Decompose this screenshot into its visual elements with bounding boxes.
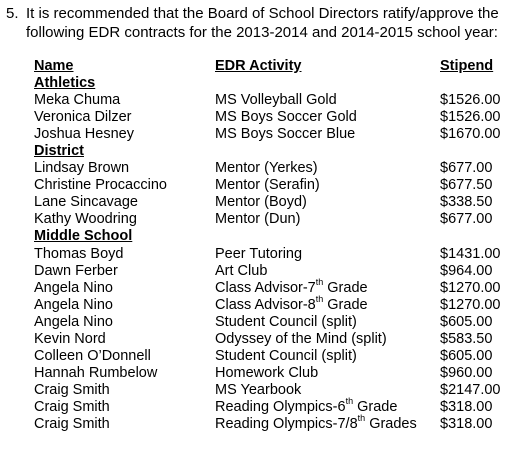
stipend-amount: $2147.00: [440, 381, 501, 398]
stipend-amount: $1270.00: [440, 296, 501, 313]
section-heading-row: [34, 143, 504, 160]
edr-activity: [215, 276, 368, 297]
activity-text-suffix: Grade: [353, 398, 398, 415]
table-row: [34, 211, 504, 228]
table-row: [34, 177, 504, 194]
stipend-amount: $677.50: [440, 177, 493, 194]
edr-activity: Student Council (split): [215, 313, 357, 330]
item-number: 5.: [6, 5, 19, 22]
activity-text-suffix: Grade: [323, 296, 368, 313]
table-row: [34, 194, 504, 211]
table-header-row: [34, 58, 504, 75]
section-heading-row: [34, 75, 504, 92]
section-title: Middle School: [34, 228, 133, 245]
edr-activity: Homework Club: [215, 364, 319, 381]
edr-activity: MS Volleyball Gold: [215, 92, 337, 109]
activity-text-suffix: Grades: [365, 415, 417, 432]
employee-name: Christine Procaccino: [34, 177, 167, 194]
employee-name: Craig Smith: [34, 381, 110, 398]
employee-name: Lindsay Brown: [34, 160, 130, 177]
table-row: [34, 92, 504, 109]
edr-activity: MS Boys Soccer Blue: [215, 126, 356, 143]
employee-name: Dawn Ferber: [34, 262, 118, 279]
ordinal-suffix: th: [345, 396, 354, 407]
activity-text: Class Advisor-7: [215, 279, 316, 296]
employee-name: Joshua Hesney: [34, 126, 134, 143]
employee-name: Lane Sincavage: [34, 194, 138, 211]
edr-activity: Mentor (Yerkes): [215, 160, 318, 177]
employee-name: Thomas Boyd: [34, 245, 124, 262]
stipend-amount: $1526.00: [440, 92, 501, 109]
edr-activity: [215, 293, 368, 314]
table-row: [34, 396, 504, 416]
edr-activity: Mentor (Boyd): [215, 194, 307, 211]
activity-text-suffix: Grade: [323, 279, 368, 296]
edr-activity: Odyssey of the Mind (split): [215, 330, 387, 347]
table-row: [34, 263, 504, 280]
edr-activity: MS Yearbook: [215, 381, 302, 398]
employee-name: Angela Nino: [34, 296, 113, 313]
table-row: [34, 126, 504, 143]
stipend-amount: $605.00: [440, 313, 493, 330]
stipend-amount: $964.00: [440, 262, 493, 279]
table-row: [34, 246, 504, 263]
edr-activity: Mentor (Serafin): [215, 177, 320, 194]
employee-name: Meka Chuma: [34, 92, 121, 109]
edr-activity: Student Council (split): [215, 347, 357, 364]
stipend-amount: $1270.00: [440, 279, 501, 296]
intro-text: It is recommended that the Board of School Directors ratify/approve the following EDR contracts for the 2013-2014 and 2014-2015 school year:: [26, 5, 499, 41]
table-row: [34, 413, 504, 433]
stipend-amount: $338.50: [440, 194, 493, 211]
section-title: Athletics: [34, 75, 96, 92]
activity-text: Class Advisor-8: [215, 296, 316, 313]
table-row: [34, 314, 504, 331]
stipend-amount: $677.00: [440, 160, 493, 177]
stipend-amount: $318.00: [440, 415, 493, 432]
stipend-amount: $960.00: [440, 364, 493, 381]
employee-name: Kevin Nord: [34, 330, 106, 347]
edr-activity: Art Club: [215, 262, 268, 279]
table-row: [34, 276, 504, 297]
table-row: [34, 109, 504, 126]
stipend-amount: $1526.00: [440, 109, 501, 126]
activity-text: Reading Olympics-6: [215, 398, 346, 415]
stipend-amount: $1431.00: [440, 245, 501, 262]
stipend-amount: $677.00: [440, 211, 493, 228]
edr-activity: [215, 396, 398, 416]
section-heading-row: [34, 228, 504, 245]
section-title: District: [34, 143, 84, 160]
edr-activity: [215, 413, 417, 433]
employee-name: Kathy Woodring: [34, 211, 137, 228]
employee-name: Craig Smith: [34, 415, 110, 432]
edr-activity: Peer Tutoring: [215, 245, 303, 262]
employee-name: Hannah Rumbelow: [34, 364, 158, 381]
activity-text: Reading Olympics-7/8: [215, 415, 358, 432]
table-row: [34, 365, 504, 382]
employee-name: Angela Nino: [34, 313, 113, 330]
edr-contracts-table: [34, 58, 504, 433]
stipend-column-header: Stipend: [440, 58, 494, 74]
table-row: [34, 331, 504, 348]
stipend-amount: $605.00: [440, 347, 493, 364]
name-column-header: Name: [34, 58, 74, 74]
ordinal-suffix: th: [357, 413, 366, 424]
ordinal-suffix: th: [315, 276, 324, 287]
activity-column-header: EDR Activity: [215, 58, 302, 74]
edr-activity: MS Boys Soccer Gold: [215, 109, 357, 126]
table-row: [34, 160, 504, 177]
ordinal-suffix: th: [315, 293, 324, 304]
table-row: [34, 382, 504, 399]
stipend-amount: $1670.00: [440, 126, 501, 143]
employee-name: Angela Nino: [34, 279, 113, 296]
stipend-amount: $583.50: [440, 330, 493, 347]
edr-activity: Mentor (Dun): [215, 211, 301, 228]
employee-name: Craig Smith: [34, 398, 110, 415]
stipend-amount: $318.00: [440, 398, 493, 415]
employee-name: Colleen O’Donnell: [34, 347, 151, 364]
employee-name: Veronica Dilzer: [34, 109, 132, 126]
table-row: [34, 293, 504, 314]
table-row: [34, 348, 504, 365]
